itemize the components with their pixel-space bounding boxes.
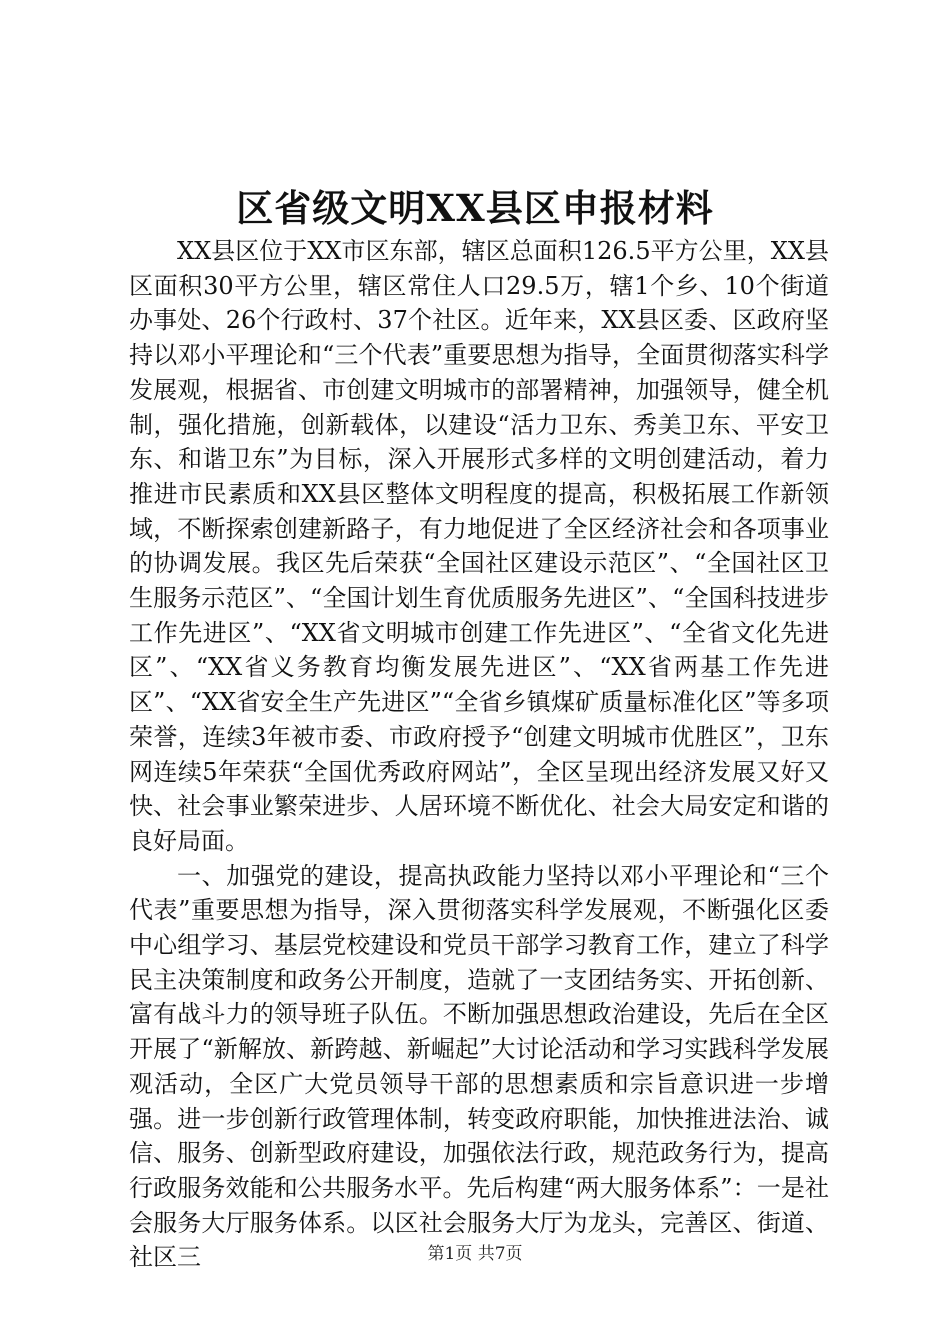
document-title: 区省级文明XX县区申报材料 [236,186,714,230]
paragraph-section-one: 一、加强党的建设，提高执政能力坚持以邓小平理论和“三个代表”重要思想为指导，深入贯彻落实科学发展观，不断强化区委中心组学习、基层党校建设和党员干部学习教育工作，建立了科学民主决策制度和政务公开制度，造就了一支团结务实、开拓创新、富有战斗力的领导班子队伍。不断加强思想政治建设，先后在全区开展了“新解放、新跨越、新崛起”大讨论活动和学习实践科学发展观活动，全区广大党员领导干部的思想素质和宗旨意识进一步增强。进一步创新行政管理体制，转变政府职能，加快推进法治、诚信、服务、创新型政府建设，加强依法行政，规范政务行为，提高行政服务效能和公共服务水平。先后构建“两大服务体系”：一是社会服务大厅服务体系。以区社会服务大厅为龙头，完善区、街道、社区三 [129,861,829,1272]
document-body [129,234,829,1275]
page-number-footer: 第1页 共7页 [427,1244,523,1264]
paragraph-intro: XX县区位于XX市区东部，辖区总面积126.5平方公里，XX县区面积30平方公里，辖区常住人口29.5万，辖1个乡、10个街道办事处、26个行政村、37个社区。近年来，XX县区委、区政府坚持以邓小平理论和“三个代表”重要思想为指导，全面贯彻落实科学发展观，根据省、市创建文明城市的部署精神，加强领导，健全机制，强化措施，创新载体，以建设“活力卫东、秀美卫东、平安卫东、和谐卫东”为目标，深入开展形式多样的文明创建活动，着力推进市民素质和XX县区整体文明程度的提高，积极拓展工作新领域，不断探索创建新路子，有力地促进了全区经济社会和各项事业的协调发展。我区先后荣获“全国社区建设示范区”、“全国社区卫生服务示范区”、“全国计划生育优质服务先进区”、“全国科技进步工作先进区”、“XX省文明城市创建工作先进区”、“全省文化先进区”、“XX省义务教育均衡发展先进区”、“XX省两基工作先进区”、“XX省安全生产先进区”“全省乡镇煤矿质量标准化区”等多项荣誉，连续3年被市委、市政府授予“创建文明城市优胜区”，卫东网连续5年荣获“全国优秀政府网站”，全区呈现出经济发展又好又快、社会事业繁荣进步、人居环境不断优化、社会大局安定和谐的良好局面。 [129,237,829,855]
